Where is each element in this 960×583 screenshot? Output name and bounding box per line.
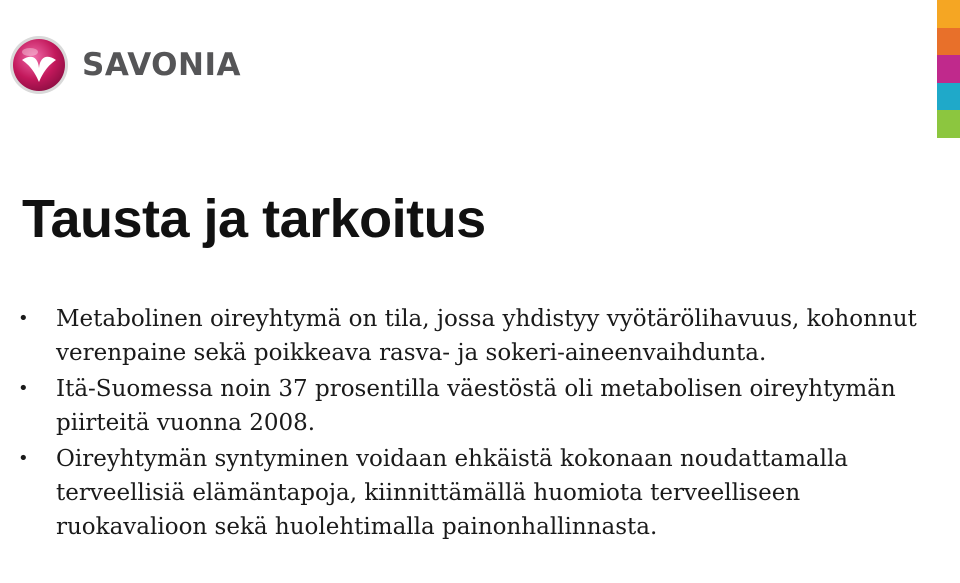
- color-strip-segment: [937, 110, 960, 138]
- savonia-logo-icon: [8, 34, 70, 96]
- bullet-item: [18, 442, 933, 544]
- bullet-icon: •: [18, 378, 29, 399]
- bullet-item: [18, 372, 933, 440]
- savonia-logo: [8, 32, 241, 98]
- color-strip-segment: [937, 0, 960, 28]
- brand-color-strip: [937, 0, 960, 138]
- color-strip-segment: [937, 83, 960, 111]
- color-strip-segment: [937, 28, 960, 56]
- bullet-text: Oireyhtymän syntyminen voidaan ehkäistä kokonaan noudattamalla terveellisiä elämäntapoja, kiinnittämällä huomiota terveelliseen ruokavalioon sekä huolehtimalla painonhallinnasta.: [56, 446, 849, 540]
- color-strip-segment: [937, 55, 960, 83]
- bullet-icon: •: [18, 308, 29, 329]
- bullet-icon: •: [18, 448, 29, 469]
- logo-text: SAVONIA: [82, 47, 241, 83]
- slide-title: Tausta ja tarkoitus: [22, 189, 486, 249]
- bullet-list: [18, 302, 933, 546]
- bullet-item: [18, 302, 933, 370]
- bullet-text: Itä-Suomessa noin 37 prosentilla väestöstä oli metabolisen oireyhtymän piirteitä vuonna 2008.: [56, 376, 896, 436]
- bullet-text: Metabolinen oireyhtymä on tila, jossa yhdistyy vyötärölihavuus, kohonnut verenpaine sekä poikkeava rasva- ja sokeri-aineenvaihdunta.: [56, 306, 917, 366]
